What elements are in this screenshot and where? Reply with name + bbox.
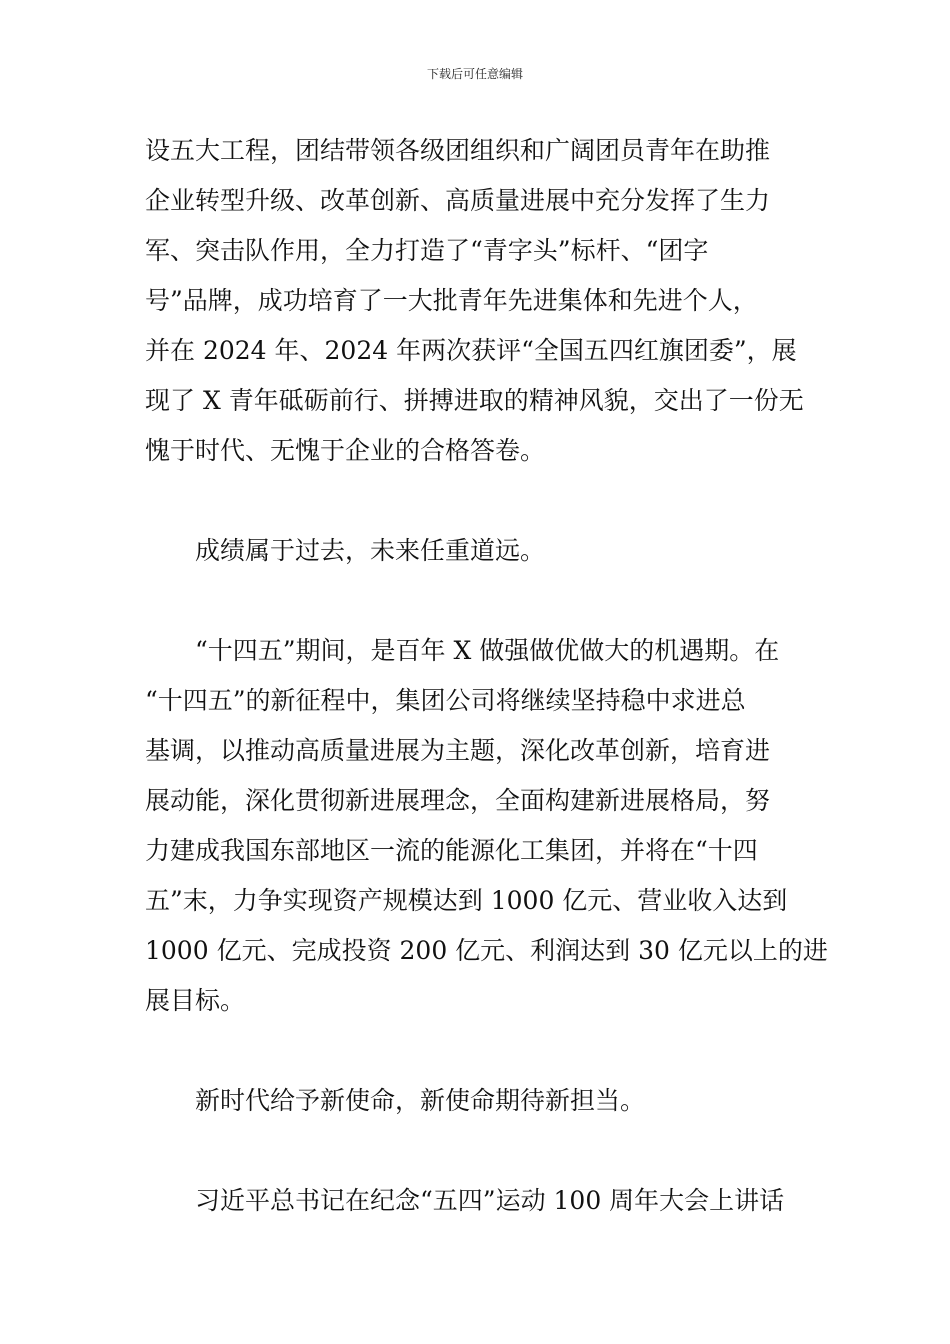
paragraph-past-future [145, 526, 807, 576]
text-line: 基调，以推动高质量进展为主题，深化改革创新，培育进 [145, 736, 771, 765]
text-line: 成绩属于过去，未来任重道远。 [145, 536, 546, 565]
paragraph-achievements [145, 126, 807, 476]
text-line: 1000 亿元、完成投资 200 亿元、利润达到 30 亿元以上的进 [145, 936, 828, 965]
paragraph-spacer [145, 1026, 807, 1076]
page-header-note: 下载后可任意编辑 [426, 67, 523, 81]
paragraph-spacer [145, 576, 807, 626]
text-line: 习近平总书记在纪念“五四”运动 100 周年大会上讲话 [145, 1186, 785, 1215]
paragraph-spacer [145, 476, 807, 526]
text-line: “十四五”期间，是百年 X 做强做优做大的机遇期。在 [145, 636, 780, 665]
paragraph-spacer [145, 1126, 807, 1176]
text-line: 展目标。 [145, 986, 246, 1015]
text-line: 展动能，深化贯彻新进展理念，全面构建新进展格局，努 [145, 786, 771, 815]
paragraph-speech [145, 1176, 807, 1226]
text-line: 企业转型升级、改革创新、高质量进展中充分发挥了生力 [145, 186, 771, 215]
paragraph-new-mission [145, 1076, 807, 1126]
text-line: 新时代给予新使命，新使命期待新担当。 [145, 1086, 646, 1115]
text-line: 五”末，力争实现资产规模达到 1000 亿元、营业收入达到 [145, 886, 788, 915]
text-line: 军、突击队作用，全力打造了“青字头”标杆、“团字 [145, 236, 709, 265]
text-line: “十四五”的新征程中，集团公司将继续坚持稳中求进总 [145, 686, 746, 715]
text-line: 设五大工程，团结带领各级团组织和广阔团员青年在助推 [145, 136, 771, 165]
text-line: 并在 2024 年、2024 年两次获评“全国五四红旗团委”，展 [145, 336, 797, 365]
paragraph-14th-five-year-plan [145, 626, 828, 1026]
document-body [145, 126, 828, 1226]
text-line: 愧于时代、无愧于企业的合格答卷。 [145, 436, 546, 465]
text-line: 力建成我国东部地区一流的能源化工集团，并将在“十四 [145, 836, 758, 865]
text-line: 号”品牌，成功培育了一大批青年先进集体和先进个人， [145, 286, 758, 315]
text-line: 现了 X 青年砥砺前行、拼搏进取的精神风貌，交出了一份无 [145, 386, 804, 415]
